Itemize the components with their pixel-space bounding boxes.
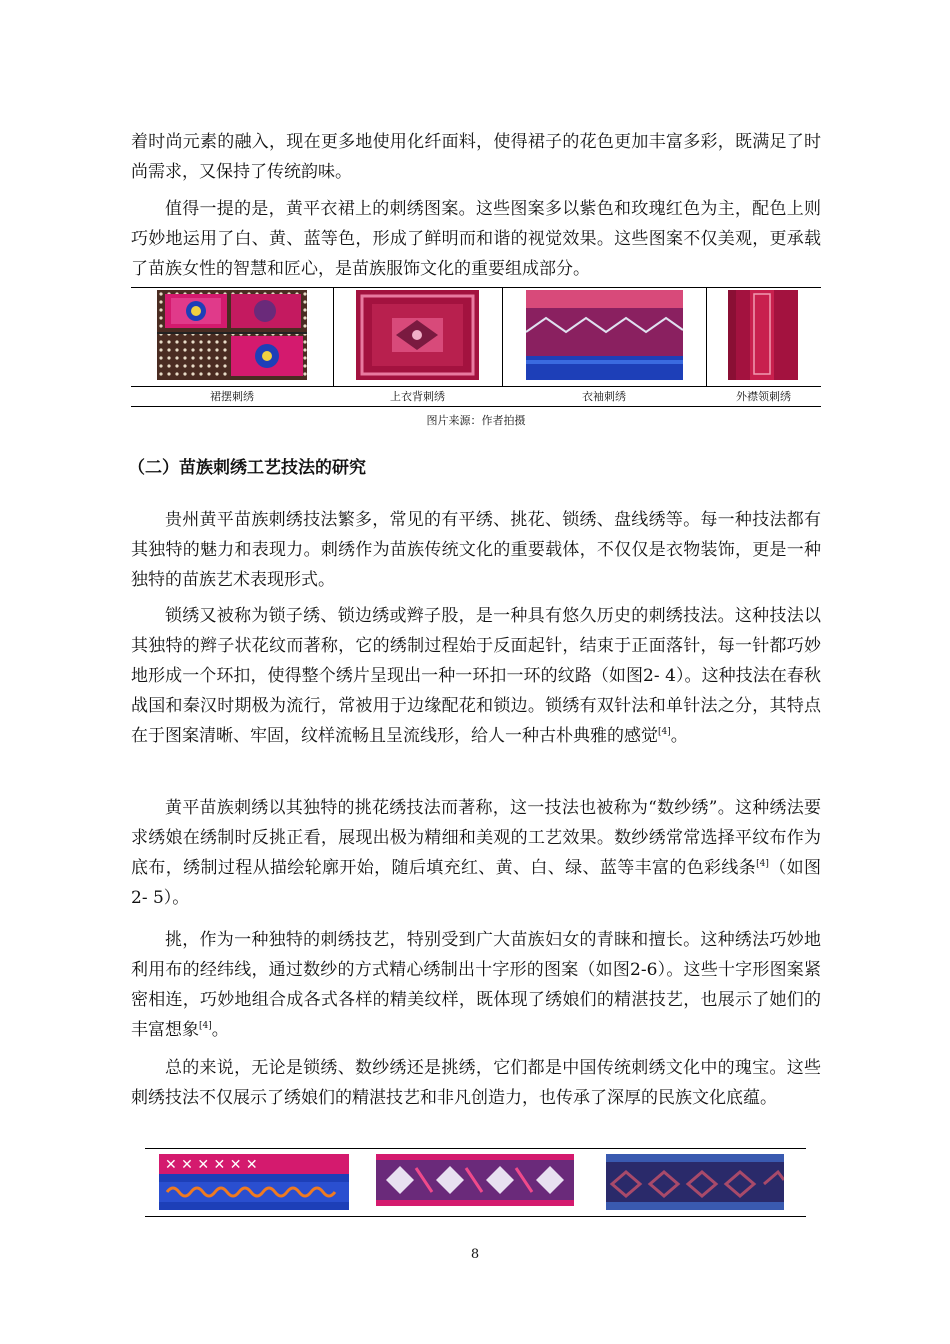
cross-stitch-sample-image — [606, 1154, 784, 1210]
figure-bottom-rule — [145, 1216, 806, 1217]
paragraph-cross-stitch: 挑，作为一种独特的刺绣技艺，特别受到广大苗族妇女的青睐和擅长。这种绣法巧妙地利用布的经纬线，通过数纱的方式精心绣制出十字形的图案（如图2-6）。这些十字形图案紧密相连，巧妙地组合成各式各样的精美纹样，既体现了绣娘们的精湛技艺，也展示了她们的丰富想象[4]。 — [131, 930, 821, 1040]
paragraph-conclusion: 总的来说，无论是锁绣、数纱绣还是挑绣，它们都是中国传统刺绣文化中的瑰宝。这些刺绣技法不仅展示了绣娘们的精湛技艺和非凡创造力，也传承了深厚的民族文化底蕴。 — [131, 1058, 821, 1108]
paragraph-counted-thread: 黄平苗族刺绣以其独特的挑花绣技法而著称，这一技法也被称为“数纱绣”。这种绣法要求绣娘在绣制时反挑正看，展现出极为精细和美观的工艺效果。数纱绣常常选择平纹布作为底布，绣制过程从描绘轮廓开始，随后填充红、黄、白、绿、蓝等丰富的色彩线条[4]（如图2- 5）。 — [131, 798, 822, 908]
table-mid-rule — [131, 386, 821, 387]
figure-top-rule — [145, 1148, 806, 1149]
figure-source: 图片来源：作者拍摄 — [426, 414, 526, 427]
figure-stitch-samples — [145, 1148, 806, 1217]
table-top-rule — [131, 287, 821, 288]
front-collar-embroidery-image — [728, 290, 798, 380]
paragraph-chain-stitch: 锁绣又被称为锁子绣、锁边绣或辫子股，是一种具有悠久历史的刺绣技法。这种技法以其独特的辫子状花纹而著称，它的绣制过程始于反面起针，结束于正面落针，每一针都巧妙地形成一个环扣，使得整个绣片呈现出一种一环扣一环的纹路（如图2- 4）。这种技法在春秋战国和秦汉时期极为流行，常被用于边缘配花和锁边。锁绣有双针法和单针法之分，其特点在于图案清晰、牢固，纹样流畅且呈流线形，给人一种古朴典雅的感觉[4]。 — [131, 606, 821, 746]
table-bottom-rule — [131, 406, 821, 407]
paragraph-embroidery-colors: 值得一提的是，黄平衣裙上的刺绣图案。这些图案多以紫色和玫瑰红色为主，配色上则巧妙地运用了白、黄、蓝等色，形成了鲜明而和谐的视觉效果。这些图案不仅美观，更承载了苗族女性的智慧和匠心，是苗族服饰文化的重要组成部分。 — [131, 199, 821, 279]
citation-ref: [4] — [658, 727, 671, 737]
table-divider — [502, 287, 503, 386]
skirt-hem-embroidery-image — [157, 290, 307, 380]
citation-ref: [4] — [756, 859, 769, 869]
table-divider — [333, 287, 334, 386]
section-heading: （二）苗族刺绣工艺技法的研究 — [128, 458, 366, 478]
sleeve-embroidery-image — [526, 290, 683, 380]
page-number: 8 — [470, 1247, 480, 1262]
caption-skirt-hem: 裙摆刺绣 — [210, 390, 254, 403]
chain-stitch-sample-image — [159, 1154, 349, 1210]
paragraph-techniques-overview: 贵州黄平苗族刺绣技法繁多，常见的有平绣、挑花、锁绣、盘线绣等。每一种技法都有其独特的魅力和表现力。刺绣作为苗族传统文化的重要载体，不仅仅是衣物装饰，更是一种独特的苗族艺术表现形式。 — [131, 510, 821, 590]
table-divider — [706, 287, 707, 386]
jacket-back-embroidery-image — [356, 290, 479, 380]
svg-text:✕ ✕ ✕ ✕ ✕ ✕: ✕ ✕ ✕ ✕ ✕ ✕ — [165, 1157, 258, 1173]
caption-jacket-back: 上衣背刺绣 — [390, 390, 445, 403]
caption-sleeve: 衣袖刺绣 — [582, 390, 626, 403]
paragraph-continuation: 着时尚元素的融入，现在更多地使用化纤面料，使得裙子的花色更加丰富多彩，既满足了时尚需求，又保持了传统韵味。 — [131, 132, 821, 182]
counted-thread-sample-image — [376, 1154, 574, 1206]
figure-embroidery-parts — [131, 287, 821, 427]
caption-front-collar: 外襟领刺绣 — [736, 390, 791, 403]
citation-ref: [4] — [199, 1021, 212, 1031]
